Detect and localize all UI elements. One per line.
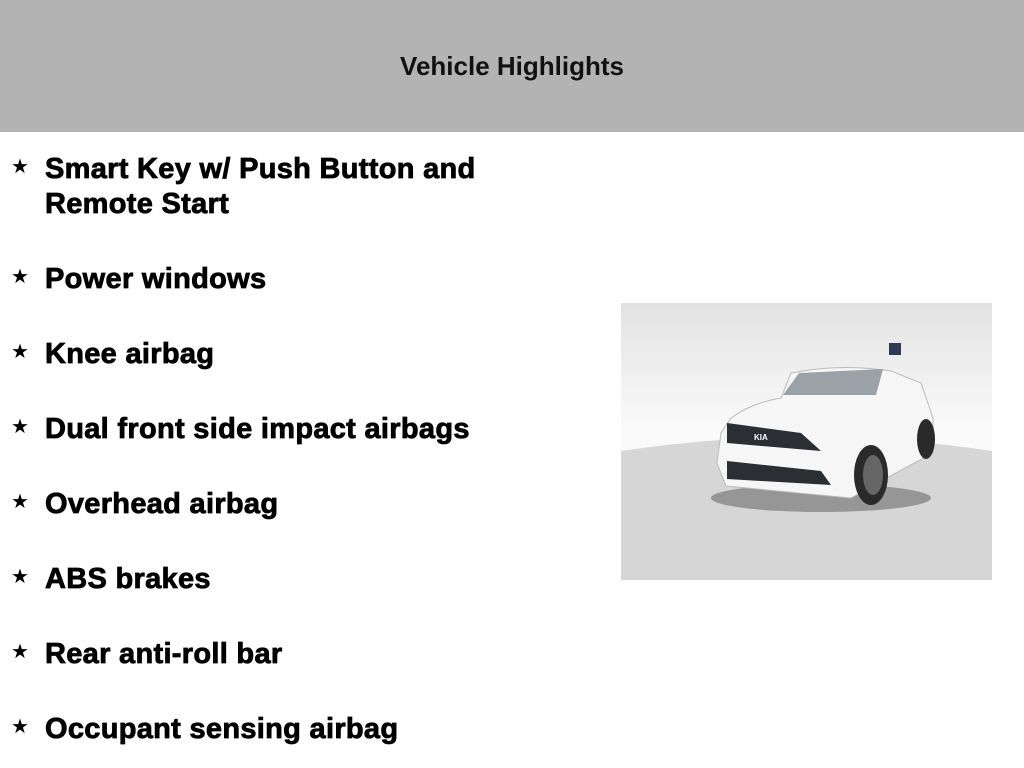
- star-icon: ★: [11, 716, 29, 738]
- highlight-text: Overhead airbag: [45, 488, 279, 520]
- star-icon: ★: [11, 491, 29, 513]
- kia-logo: KIA: [754, 433, 768, 442]
- star-icon: ★: [11, 416, 29, 438]
- highlight-text: ABS brakes: [45, 563, 211, 595]
- star-icon: ★: [11, 156, 29, 178]
- highlight-text: Knee airbag: [45, 338, 215, 370]
- vehicle-photo: [621, 303, 992, 580]
- page-title: Vehicle Highlights: [400, 50, 624, 81]
- star-icon: ★: [11, 641, 29, 663]
- highlight-text: Occupant sensing airbag: [45, 713, 399, 745]
- highlight-text: Smart Key w/ Push Button and Remote Start: [45, 153, 476, 220]
- highlight-text: Rear anti-roll bar: [45, 638, 283, 670]
- highlight-text: Dual front side impact airbags: [45, 413, 470, 445]
- header-bar: [0, 0, 1024, 132]
- star-icon: ★: [11, 566, 29, 588]
- highlight-text: Power windows: [45, 263, 267, 295]
- star-icon: ★: [11, 266, 29, 288]
- star-icon: ★: [11, 341, 29, 363]
